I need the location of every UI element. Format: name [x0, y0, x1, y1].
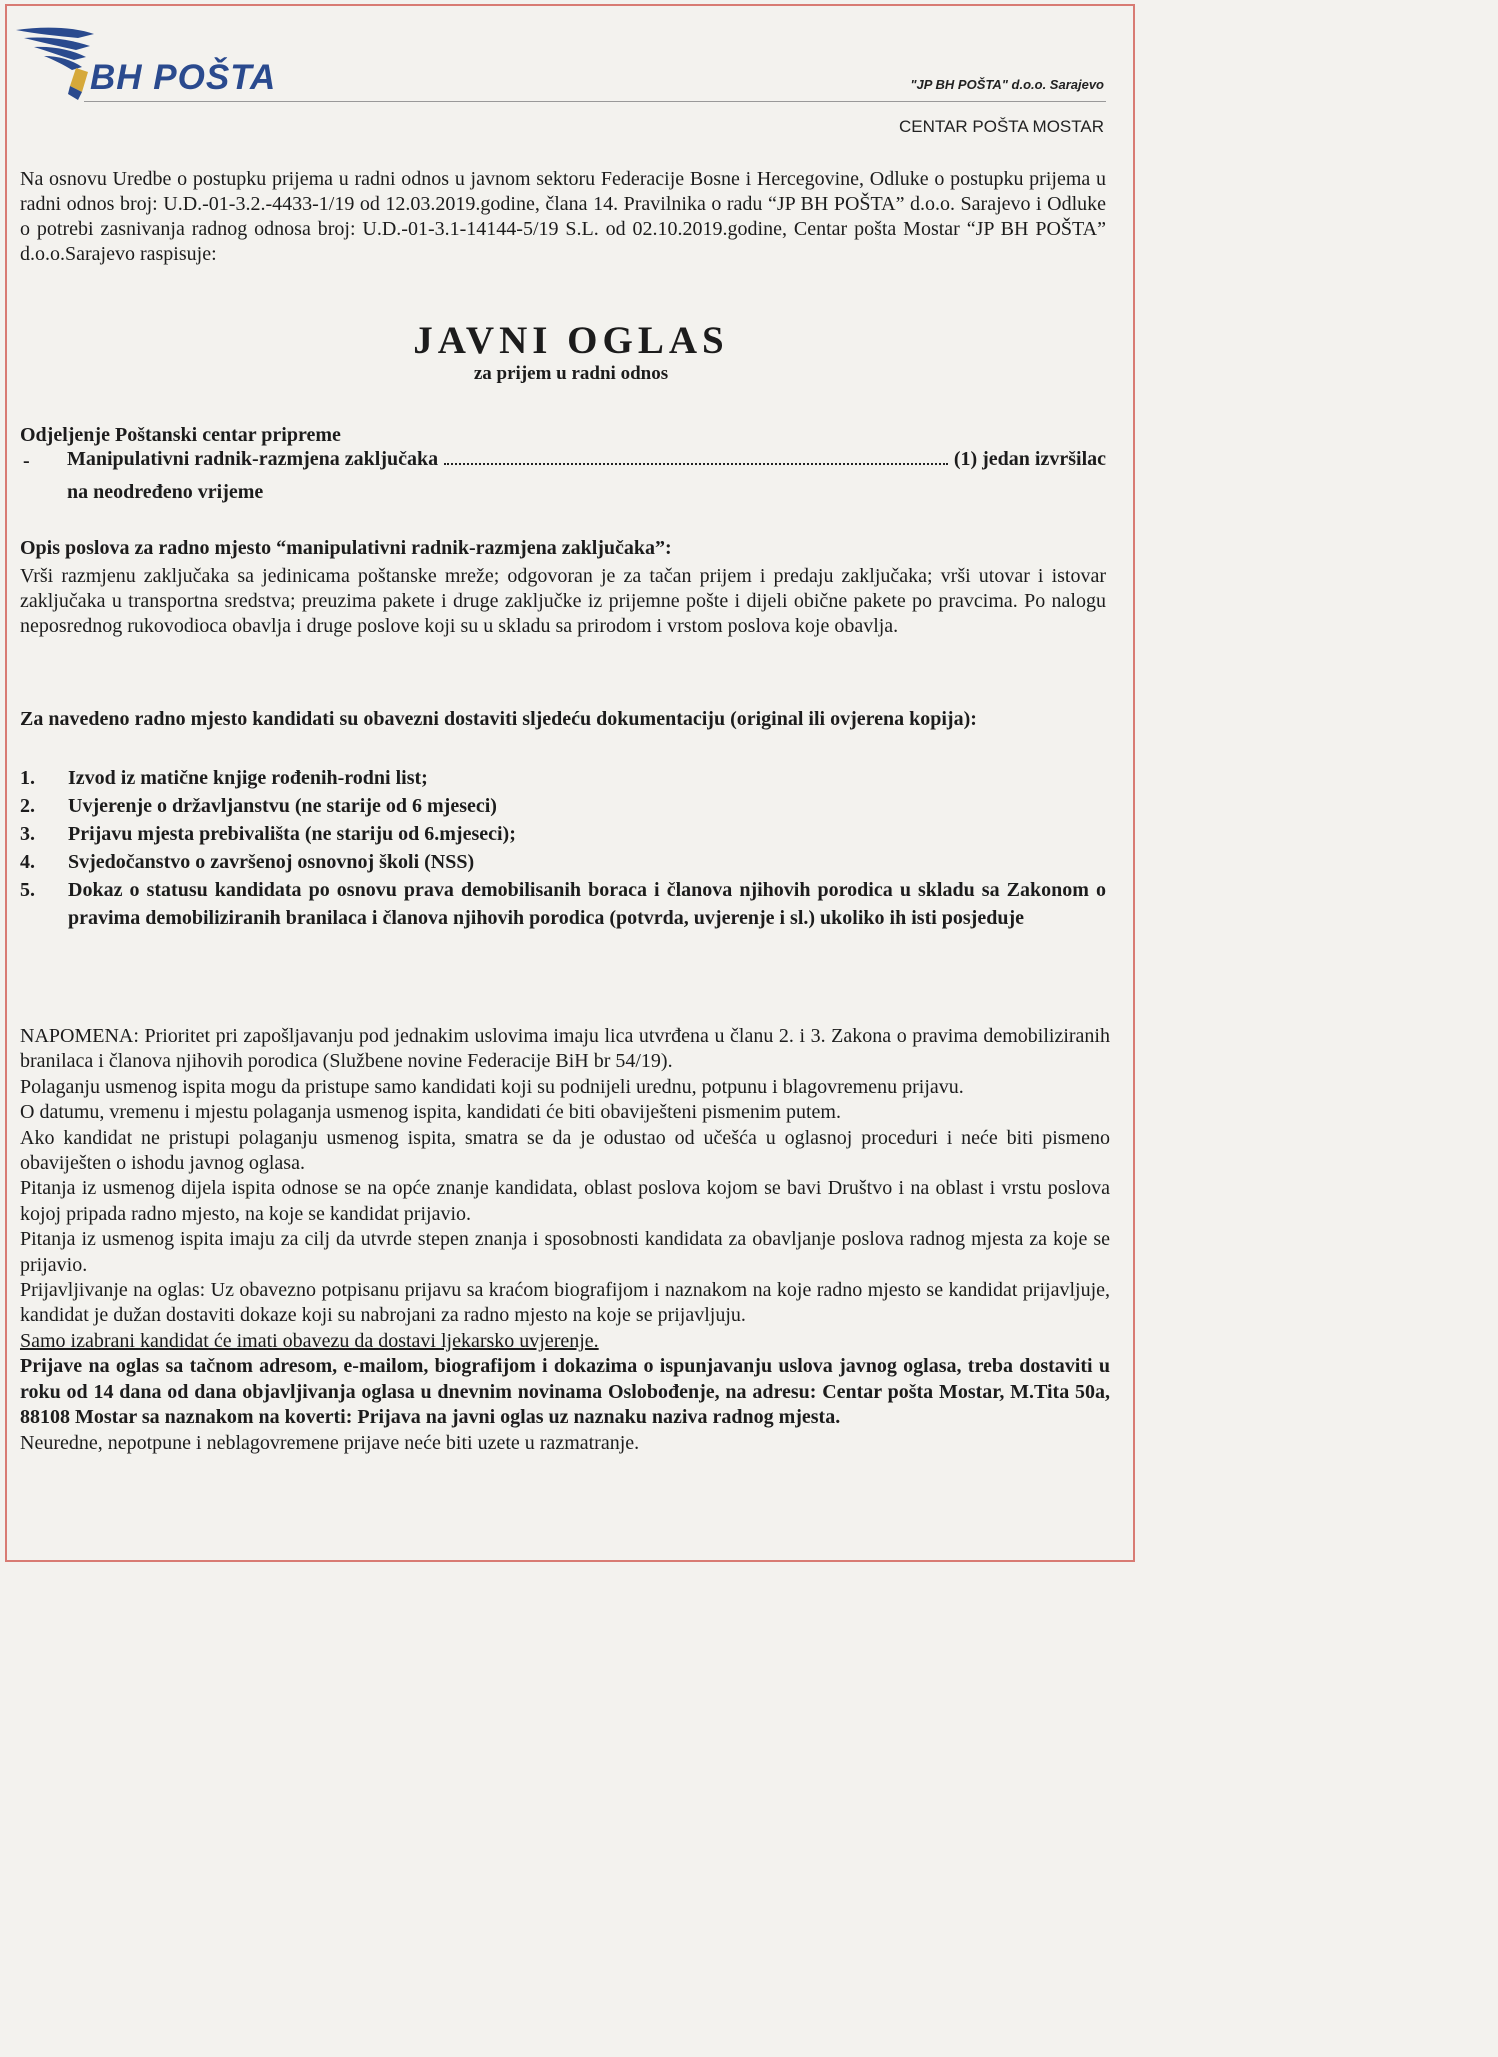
list-number: 5. — [20, 879, 35, 901]
list-item — [20, 820, 1106, 848]
dotted-leader — [444, 463, 948, 465]
list-item — [20, 764, 1106, 792]
note-notification: O datumu, vremenu i mjestu polaganja usmenog ispita, kandidati će biti obaviješteni pismenim putem. — [20, 1101, 841, 1124]
documents-heading: Za navedeno radno mjesto kandidati su obavezni dostaviti sljedeću dokumentaciju (original ili ovjerena kopija): — [20, 708, 977, 730]
position-bullet: - — [23, 450, 30, 472]
documents-list — [20, 764, 1106, 932]
notes-section — [20, 1024, 1110, 1456]
list-item — [20, 876, 1106, 932]
description-text: Vrši razmjenu zaključaka sa jedinicama poštanske mreže; odgovoran je za tačan prijem i predaju zaključaka; vrši utovar i istovar zaključaka u transportna sredstva; preuzima pakete i druge zaključke iz prijemne pošte i dijeli obične pakete po pravcima. Po nalogu neposrednog rukovodioca obavlja i druge poslove koji su u skladu sa prirodom i vrstom poslova koje obavlja. — [20, 565, 1106, 637]
department-name: Odjeljenje Poštanski centar pripreme — [20, 424, 341, 446]
list-number: 3. — [20, 823, 35, 845]
list-text: Svjedočanstvo o završenoj osnovnoj školi (NSS) — [68, 851, 475, 873]
position-name: Manipulativni radnik-razmjena zaključaka — [67, 448, 439, 470]
note-medical-certificate: Samo izabrani kandidat će imati obavezu da dostavi ljekarsko uvjerenje. — [20, 1329, 599, 1352]
note-submission: Prijave na oglas sa tačnom adresom, e-mailom, biografijom i dokazima o ispunjavanju uslova javnog oglasa, treba dostaviti u roku od 14 dana od dana objavljivanja oglasa u dnevnim novinama Oslobođenje, na adresu: Centar pošta Mostar, M.Tita 50a, 88108 Mostar sa naznakom na koverti: Prijava na javni oglas uz naznaku naziva radnog mjesta. — [20, 1355, 1110, 1429]
list-text: Izvod iz matične knjige rođenih-rodni list; — [68, 767, 428, 789]
page-subtitle: za prijem u radni odnos — [473, 363, 669, 384]
note-exam-goal: Pitanja iz usmenog ispita imaju za cilj da utvrde stepen znanja i sposobnosti kandidata za obavljanje poslova radnog mjesta za koje se prijavio. — [20, 1228, 1110, 1276]
position-line — [67, 448, 1106, 471]
page-title: JAVNI OGLAS — [413, 319, 729, 362]
note-exam-topics: Pitanja iz usmenog dijela ispita odnose se na opće znanje kandidata, oblast poslova kojom se bavi Društvo i na oblast i vrstu poslova kojoj pripada radno mjesto, na koje se kandidat prijavio. — [20, 1177, 1110, 1225]
note-application: Prijavljivanje na oglas: Uz obavezno potpisanu prijavu sa kraćom biografijom i naznakom na koje radno mjesto se kandidat prijavljuje, kandidat je dužan dostaviti dokaze koji su nabrojani za radno mjesto na koje se prijavljuju. — [20, 1279, 1110, 1327]
note-priority: NAPOMENA: Prioritet pri zapošljavanju pod jednakim uslovima imaju lica utvrđena u članu 2. i 3. Zakona o pravima demobiliziranih branilaca i članova njihovih porodica (Službene novine Federacije BiH br 54/19). — [20, 1025, 1110, 1073]
list-text: Uvjerenje o državljanstvu (ne starije od 6 mjeseci) — [68, 795, 497, 817]
list-item — [20, 792, 1106, 820]
note-eligibility: Polaganju usmenog ispita mogu da pristupe samo kandidati koji su podnijeli urednu, potpunu i blagovremenu prijavu. — [20, 1075, 964, 1098]
note-rejection: Neuredne, nepotpune i neblagovremene prijave neće biti uzete u razmatranje. — [20, 1431, 640, 1454]
company-name: "JP BH POŠTA" d.o.o. Sarajevo — [910, 77, 1104, 92]
list-number: 2. — [20, 795, 35, 817]
list-text: Prijavu mjesta prebivališta (ne stariju od 6.mjeseci); — [68, 823, 516, 845]
list-text: Dokaz o statusu kandidata po osnovu prava demobilisanih boraca i članova njihovih porodica u skladu sa Zakonom o pravima demobiliziranih branilaca i članova njihovih porodica (potvrda, uvjerenje i sl.) ukoliko ih isti posjeduje — [68, 879, 1106, 929]
position-term: na neodređeno vrijeme — [67, 481, 264, 503]
logo-text: BH POŠTA — [90, 58, 277, 97]
list-item — [20, 848, 1106, 876]
header-divider — [84, 101, 1106, 102]
center-name: CENTAR POŠTA MOSTAR — [899, 117, 1104, 136]
list-number: 4. — [20, 851, 35, 873]
description-heading: Opis poslova za radno mjesto “manipulativni radnik-razmjena zaključaka”: — [20, 537, 672, 559]
position-count: (1) jedan izvršilac — [953, 448, 1106, 470]
intro-paragraph: Na osnovu Uredbe o postupku prijema u radni odnos u javnom sektoru Federacije Bosne i Hercegovine, Odluke o postupku prijema u radni odnos broj: U.D.-01-3.2.-4433-1/19 od 12.03.2019.godine, člana 14. Pravilnika o radu “JP BH POŠTA” d.o.o. Sarajevo i Odluke o potrebi zasnivanja radnog odnosa broj: U.D.-01-3.1-14144-5/19 S.L. od 02.10.2019.godine, Centar pošta Mostar “JP BH POŠTA” d.o.o.Sarajevo raspisuje: — [20, 168, 1106, 265]
list-number: 1. — [20, 767, 35, 789]
note-absence: Ako kandidat ne pristupi polaganju usmenog ispita, smatra se da je odustao od učešća u oglasnoj proceduri i neće biti pismeno obaviješten o ishodu javnog oglasa. — [20, 1126, 1110, 1175]
